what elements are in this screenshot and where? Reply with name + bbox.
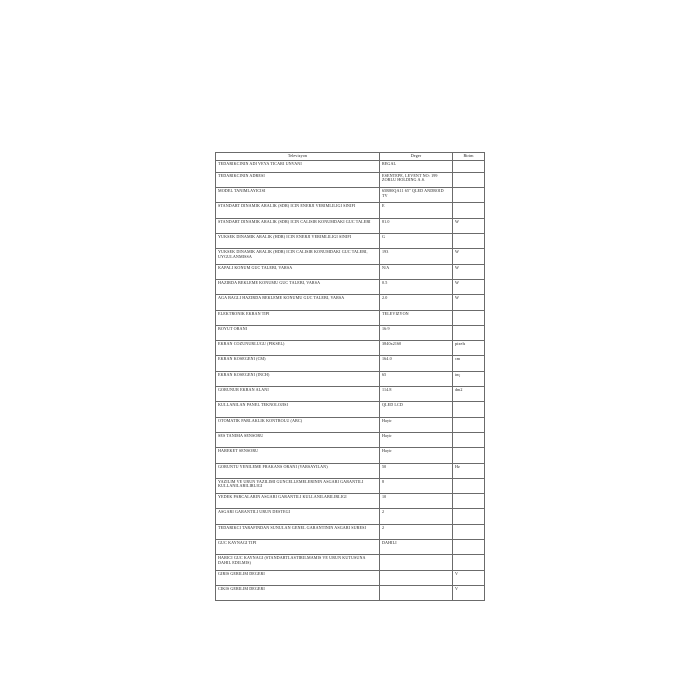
row-unit bbox=[453, 494, 485, 509]
row-label: GORUNUR EKRAN ALANI bbox=[216, 387, 380, 402]
row-unit: W bbox=[453, 264, 485, 279]
product-information-sheet bbox=[215, 152, 484, 601]
row-value: G bbox=[380, 234, 453, 249]
row-unit bbox=[453, 448, 485, 463]
row-label: MODEL TANIMLAYICISI bbox=[216, 188, 380, 203]
row-label: KULLANILAN PANEL TEKNOLOJISI bbox=[216, 402, 380, 417]
row-value: 164.0 bbox=[380, 356, 453, 371]
row-label: KAPALI KONUM GUC TALEBI, VARSA bbox=[216, 264, 380, 279]
row-unit: V bbox=[453, 570, 485, 585]
row-unit bbox=[453, 555, 485, 570]
row-value: 193 bbox=[380, 249, 453, 264]
row-unit bbox=[453, 540, 485, 555]
row-unit bbox=[453, 188, 485, 203]
row-value: 10 bbox=[380, 494, 453, 509]
row-value: E bbox=[380, 203, 453, 218]
row-unit bbox=[453, 203, 485, 218]
table-row bbox=[216, 417, 485, 432]
row-label: YUKSEK DINAMIK ARALIK (HDR) ICIN CALISIR KONUMDAKI GUC TALEBI, UYGULANMISSA bbox=[216, 249, 380, 264]
row-value: Hayir bbox=[380, 448, 453, 463]
row-unit: W bbox=[453, 218, 485, 233]
table-row bbox=[216, 509, 485, 524]
row-unit: dm2 bbox=[453, 387, 485, 402]
table-row bbox=[216, 188, 485, 203]
row-label: CIKIS GERILIM DEGERI bbox=[216, 585, 380, 600]
spec-table bbox=[215, 152, 485, 601]
row-value: Hayir bbox=[380, 417, 453, 432]
table-row bbox=[216, 478, 485, 493]
table-row bbox=[216, 356, 485, 371]
row-unit: W bbox=[453, 279, 485, 294]
table-header-row bbox=[216, 153, 485, 161]
row-value: N/A bbox=[380, 264, 453, 279]
row-label: ASGARI GARANTILI URUN DESTEGI bbox=[216, 509, 380, 524]
table-row bbox=[216, 402, 485, 417]
table-row bbox=[216, 279, 485, 294]
table-row bbox=[216, 218, 485, 233]
row-unit: V bbox=[453, 585, 485, 600]
row-label: BOYUT ORANI bbox=[216, 325, 380, 340]
row-label: GIRIS GERILIM DEGERI bbox=[216, 570, 380, 585]
row-value: ESENTEPE, LEVENT NO: 199 ZORLU HOLDING A.S. bbox=[380, 172, 453, 187]
table-row bbox=[216, 570, 485, 585]
row-value: 50 bbox=[380, 463, 453, 478]
row-label: TEDARIKCI TARAFINDAN SUNULAN GENEL GARANTININ ASGARI SURESI bbox=[216, 524, 380, 539]
header-televizyon: Televizyon bbox=[216, 153, 380, 161]
table-row bbox=[216, 494, 485, 509]
row-value: 2 bbox=[380, 524, 453, 539]
table-row bbox=[216, 432, 485, 447]
row-label: HAZIRDA BEKLEME KONUMU GUC TALEBI, VARSA bbox=[216, 279, 380, 294]
table-row bbox=[216, 540, 485, 555]
row-label: TEDARIKCININ ADI VEYA TICARI UNVANI bbox=[216, 161, 380, 173]
table-row bbox=[216, 325, 485, 340]
row-unit: Hz bbox=[453, 463, 485, 478]
row-unit: W bbox=[453, 295, 485, 310]
table-row bbox=[216, 203, 485, 218]
row-value: REGAL bbox=[380, 161, 453, 173]
row-value bbox=[380, 570, 453, 585]
row-unit bbox=[453, 509, 485, 524]
row-value: 0.5 bbox=[380, 279, 453, 294]
row-value: 3840x2160 bbox=[380, 341, 453, 356]
row-value bbox=[380, 585, 453, 600]
table-row bbox=[216, 295, 485, 310]
row-value: 81.0 bbox=[380, 218, 453, 233]
row-value: 2.0 bbox=[380, 295, 453, 310]
table-row bbox=[216, 310, 485, 325]
row-label: HAREKET SENSORU bbox=[216, 448, 380, 463]
row-value bbox=[380, 555, 453, 570]
row-label: YEDEK PARCALARIN ASGARI GARANTILI KULLANILABILIRLIGI bbox=[216, 494, 380, 509]
row-label: STANDART DINAMIK ARALIK (SDR) ICIN ENERJI VERIMLILIGI SINIFI bbox=[216, 203, 380, 218]
row-value: 65 bbox=[380, 371, 453, 386]
row-unit bbox=[453, 172, 485, 187]
row-unit bbox=[453, 161, 485, 173]
row-label: AGA BAGLI HAZIRDA BEKLEME KONUMU GUC TALEBI, VARSA bbox=[216, 295, 380, 310]
row-value: DAHILI bbox=[380, 540, 453, 555]
table-row bbox=[216, 234, 485, 249]
row-unit bbox=[453, 524, 485, 539]
row-value: 8 bbox=[380, 478, 453, 493]
row-unit bbox=[453, 402, 485, 417]
row-label: EKRAN KOSEGENI (INCH) bbox=[216, 371, 380, 386]
row-unit bbox=[453, 310, 485, 325]
row-unit bbox=[453, 325, 485, 340]
table-row bbox=[216, 585, 485, 600]
row-value: QLED LCD bbox=[380, 402, 453, 417]
row-unit bbox=[453, 417, 485, 432]
row-unit bbox=[453, 478, 485, 493]
row-label: OTOMATIK PARLAKLIK KONTROLU (ABC) bbox=[216, 417, 380, 432]
row-value: 2 bbox=[380, 509, 453, 524]
row-label: HARICI GUC KAYNAGI (STANDARTLASTIRILMAMIS VE URUN KUTUSUNA DAHIL EDILMIS) bbox=[216, 555, 380, 570]
table-row bbox=[216, 371, 485, 386]
table-row bbox=[216, 448, 485, 463]
row-label: YAZILIM VE URUN YAZILIMI GUNCELLEMELERININ ASGARI GARANTILI KULLANILABILIRLIGI bbox=[216, 478, 380, 493]
table-row bbox=[216, 387, 485, 402]
row-unit bbox=[453, 234, 485, 249]
table-row bbox=[216, 463, 485, 478]
header-birim: Birim bbox=[453, 153, 485, 161]
row-label: EKRAN COZUNURLUGU (PIKSEL) bbox=[216, 341, 380, 356]
row-value: 16:9 bbox=[380, 325, 453, 340]
row-label: GORUNTU YENILEME FRAKANS ORANI (VARSAYILAN) bbox=[216, 463, 380, 478]
table-row bbox=[216, 249, 485, 264]
row-value: TELEVIZYON bbox=[380, 310, 453, 325]
row-unit: W bbox=[453, 249, 485, 264]
row-unit: cm bbox=[453, 356, 485, 371]
row-value: 65R80QA11 65'' QLED ANDROID TV bbox=[380, 188, 453, 203]
row-label: SES TANIMA SENSORU bbox=[216, 432, 380, 447]
table-row bbox=[216, 264, 485, 279]
table-row bbox=[216, 161, 485, 173]
row-label: TEDARIKCININ ADRESI bbox=[216, 172, 380, 187]
row-unit: inç bbox=[453, 371, 485, 386]
header-deger: Deger bbox=[380, 153, 453, 161]
table-row bbox=[216, 524, 485, 539]
row-value: Hayir bbox=[380, 432, 453, 447]
row-unit: pixels bbox=[453, 341, 485, 356]
row-label: EKRAN KOSEGENI (CM) bbox=[216, 356, 380, 371]
row-unit bbox=[453, 432, 485, 447]
table-row bbox=[216, 555, 485, 570]
table-row bbox=[216, 172, 485, 187]
row-label: YUKSEK DINAMIK ARALIK (HDR) ICIN ENERJI VERIMLILIGI SINIFI bbox=[216, 234, 380, 249]
row-label: ELEKTRONIK EKRAN TIPI bbox=[216, 310, 380, 325]
row-label: GUC KAYNAGI TIPI bbox=[216, 540, 380, 555]
table-row bbox=[216, 341, 485, 356]
row-value: 114.8 bbox=[380, 387, 453, 402]
row-label: STANDART DINAMIK ARALIK (SDR) ICIN CALISIR KONUMDAKI GUC TALEBI bbox=[216, 218, 380, 233]
